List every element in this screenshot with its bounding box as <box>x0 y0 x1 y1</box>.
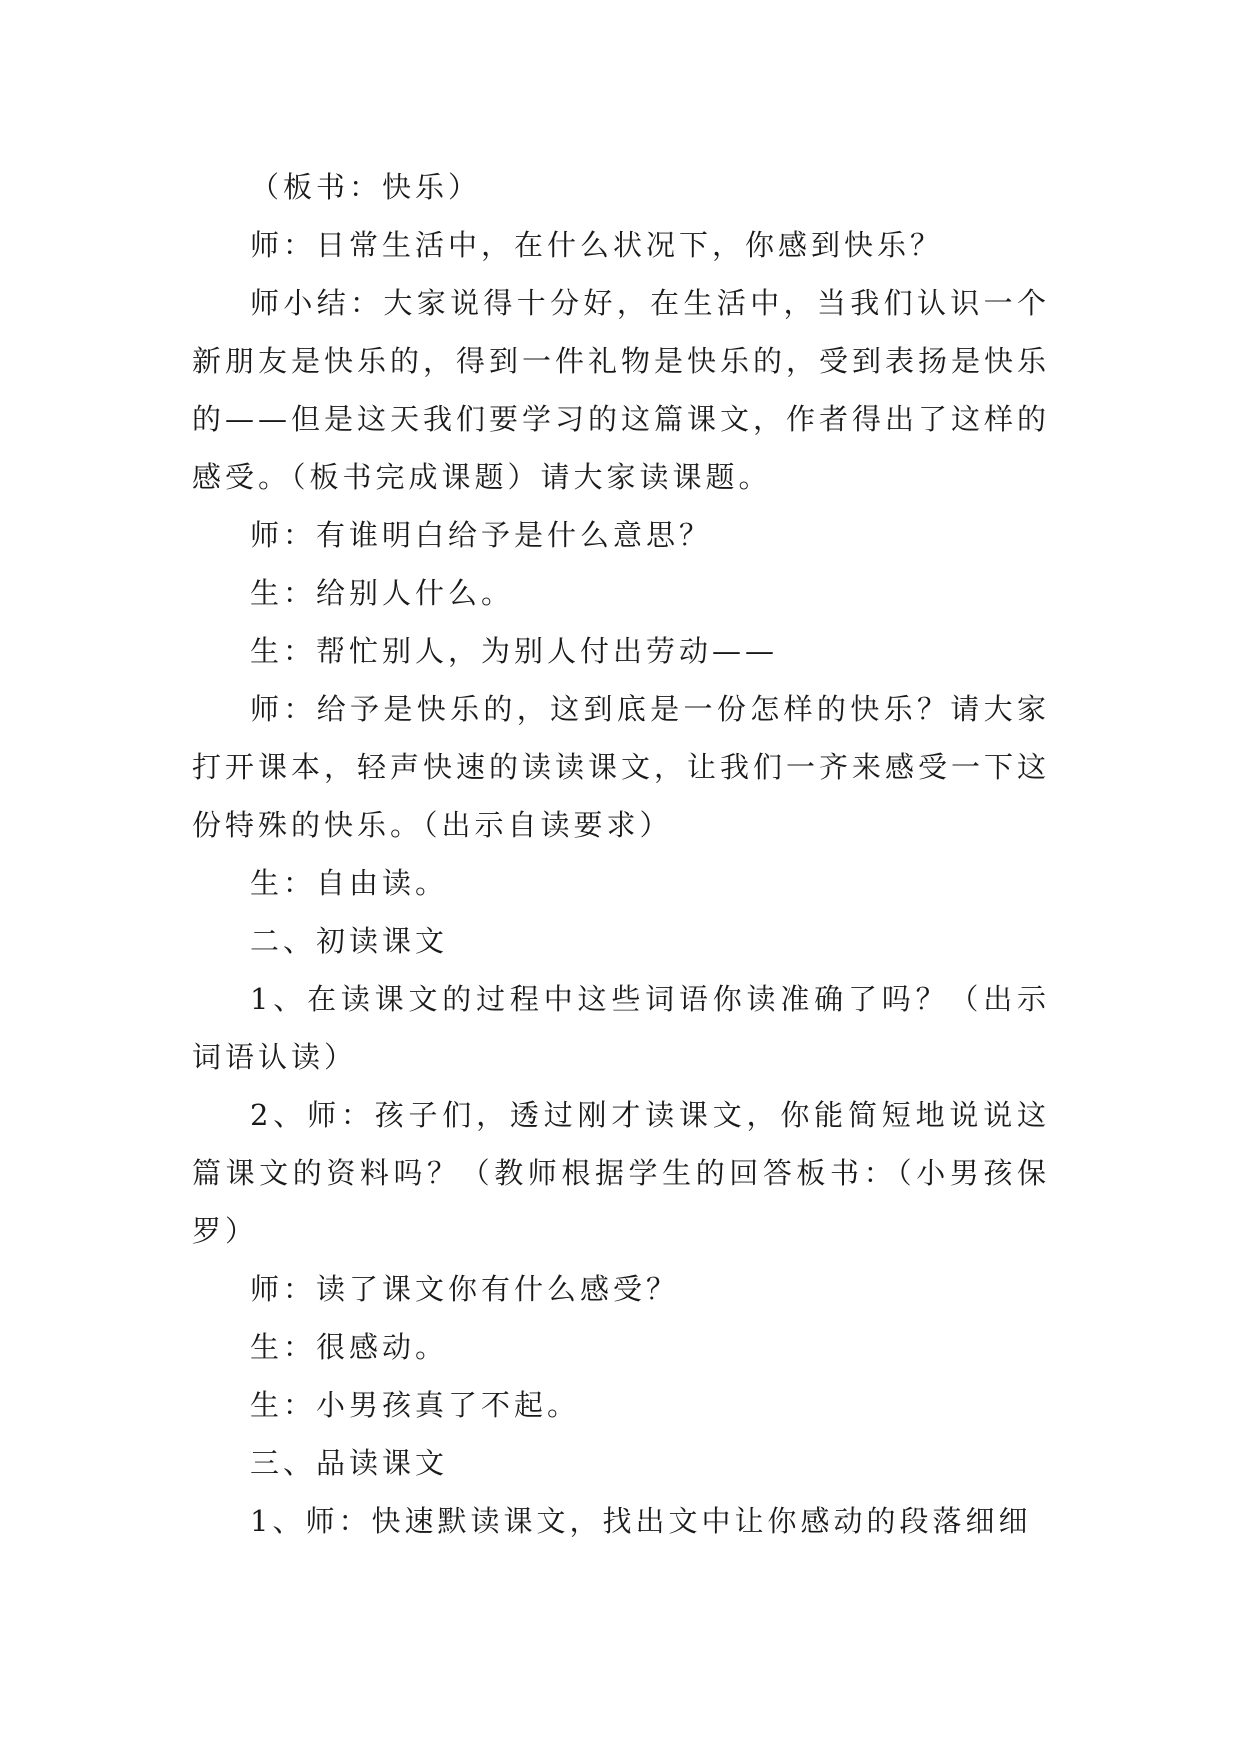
paragraph: 生：很感动。 <box>250 1330 449 1364</box>
paragraph: 1、师：快速默读课文，找出文中让你感动的段落细细 <box>250 1504 1032 1538</box>
paragraph: 师：日常生活中，在什么状况下，你感到快乐？ <box>250 228 944 262</box>
paragraph: 1、在读课文的过程中这些词语你读准确了吗？（出示词语认读） <box>192 982 1050 1074</box>
paragraph: 生：帮忙别人，为别人付出劳动—— <box>250 634 779 668</box>
paragraph: 生：自由读。 <box>250 866 449 900</box>
paragraph: 师：读了课文你有什么感受？ <box>250 1272 680 1306</box>
document-body <box>192 158 1050 1550</box>
section-heading: 二、初读课文 <box>250 924 449 958</box>
paragraph: 生：给别人什么。 <box>250 576 515 610</box>
paragraph: 师小结：大家说得十分好，在生活中，当我们认识一个新朋友是快乐的，得到一件礼物是快乐的，受到表扬是快乐的——但是这天我们要学习的这篇课文，作者得出了这样的感受。（板书完成课题）请大家读课题。 <box>192 286 1051 494</box>
paragraph: 师：给予是快乐的，这到底是一份怎样的快乐？请大家打开课本，轻声快速的读读课文，让我们一齐来感受一下这份特殊的快乐。（出示自读要求） <box>192 692 1051 842</box>
section-heading: 三、品读课文 <box>250 1446 449 1480</box>
paragraph: （板书：快乐） <box>250 170 482 204</box>
paragraph: 生：小男孩真了不起。 <box>250 1388 581 1422</box>
paragraph: 2、师：孩子们，透过刚才读课文，你能简短地说说这篇课文的资料吗？（教师根据学生的回答板书：（小男孩保罗） <box>192 1098 1050 1248</box>
paragraph: 师：有谁明白给予是什么意思？ <box>250 518 713 552</box>
